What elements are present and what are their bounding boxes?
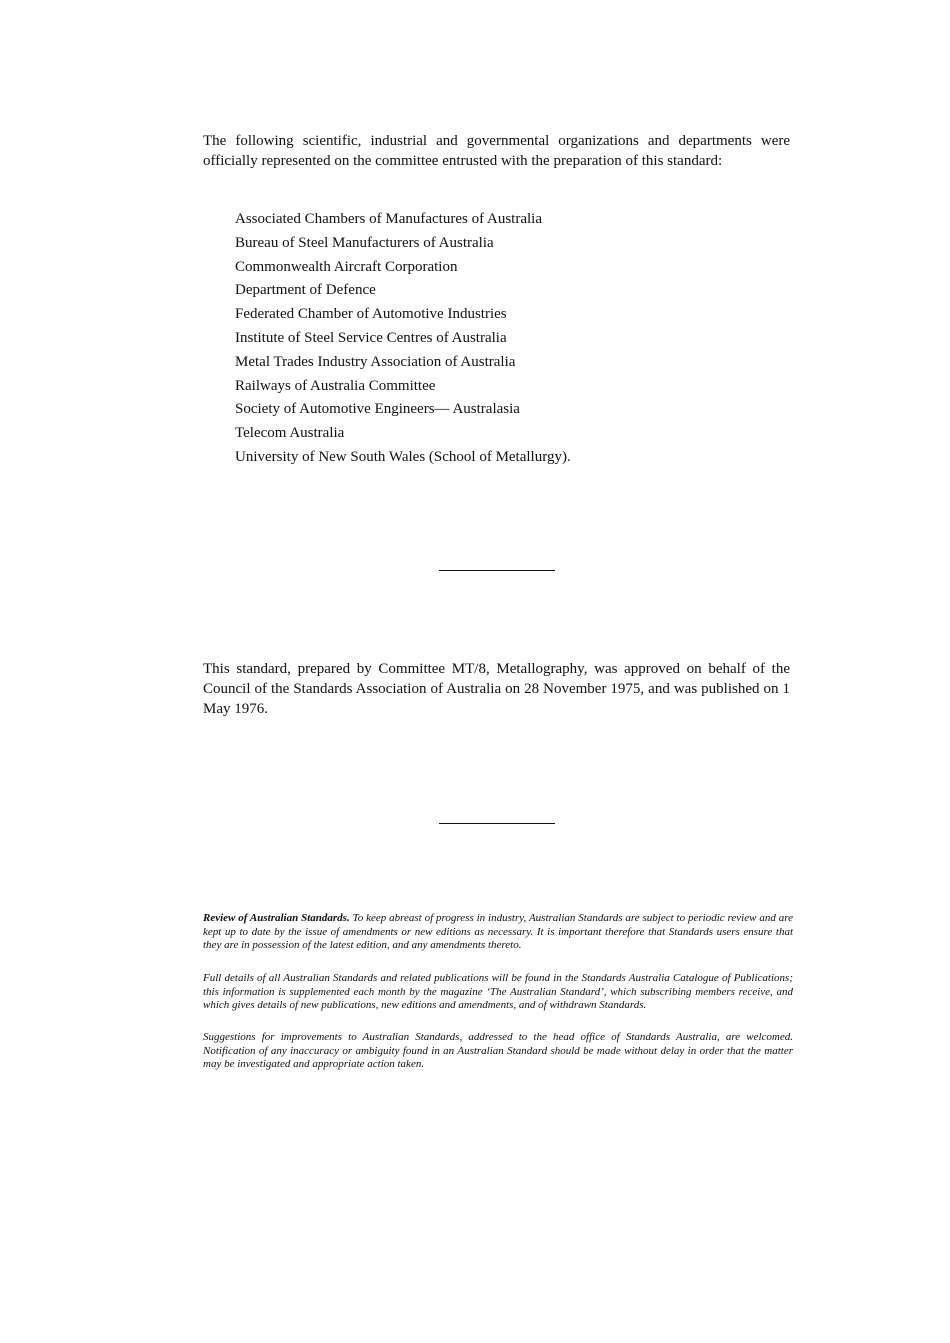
organization-item: Institute of Steel Service Centres of Australia (235, 329, 507, 346)
organization-item: University of New South Wales (School of Metallurgy). (235, 448, 571, 465)
committee-intro-paragraph: The following scientific, industrial and governmental organizations and departments were officially represented on the committee entrusted with the preparation of this standard: (203, 133, 790, 169)
section-divider (439, 570, 555, 571)
organization-item: Railways of Australia Committee (235, 377, 436, 394)
approval-paragraph: This standard, prepared by Committee MT/8, Metallography, was approved on behalf of the Council of the Standards Association of Australia on 28 November 1975, and was published on 1 May 1976. (203, 661, 790, 717)
organization-item: Metal Trades Industry Association of Australia (235, 353, 516, 370)
organization-item: Federated Chamber of Automotive Industries (235, 306, 507, 323)
organization-item: Bureau of Steel Manufacturers of Australia (235, 234, 494, 251)
organization-item: Telecom Australia (235, 425, 345, 442)
organization-item: Commonwealth Aircraft Corporation (235, 258, 458, 275)
review-note-text: To keep abreast of progress in industry, Australian Standards are subject to periodic review and are kept up to date by the issue of amendments or new editions as necessary. It is important therefore that Standards users ensure that they are in possession of the latest edition, and any amendments thereto. (203, 912, 793, 952)
organization-item: Society of Automotive Engineers— Australasia (235, 401, 520, 418)
review-note (203, 912, 793, 953)
organization-list (235, 208, 571, 470)
organization-item: Department of Defence (235, 282, 376, 299)
publications-note: Full details of all Australian Standards and related publications will be found in the Standards Australia Catalogue of Publications; this information is supplemented each month by the magazine ‘The Australian Standard’, which subscribing members receive, and which gives details of new publications, new editions and amendments, and of withdrawn Standards. (203, 972, 793, 1012)
review-heading: Review of Australian Standards. (203, 912, 350, 924)
suggestions-note: Suggestions for improvements to Australian Standards, addressed to the head office of Standards Australia, are welcomed. Notification of any inaccuracy or ambiguity found in an Australian Standard should be made without delay in order that the matter may be investigated and appropriate action taken. (203, 1031, 793, 1071)
organization-item: Associated Chambers of Manufactures of Australia (235, 211, 542, 227)
section-divider (439, 823, 555, 824)
